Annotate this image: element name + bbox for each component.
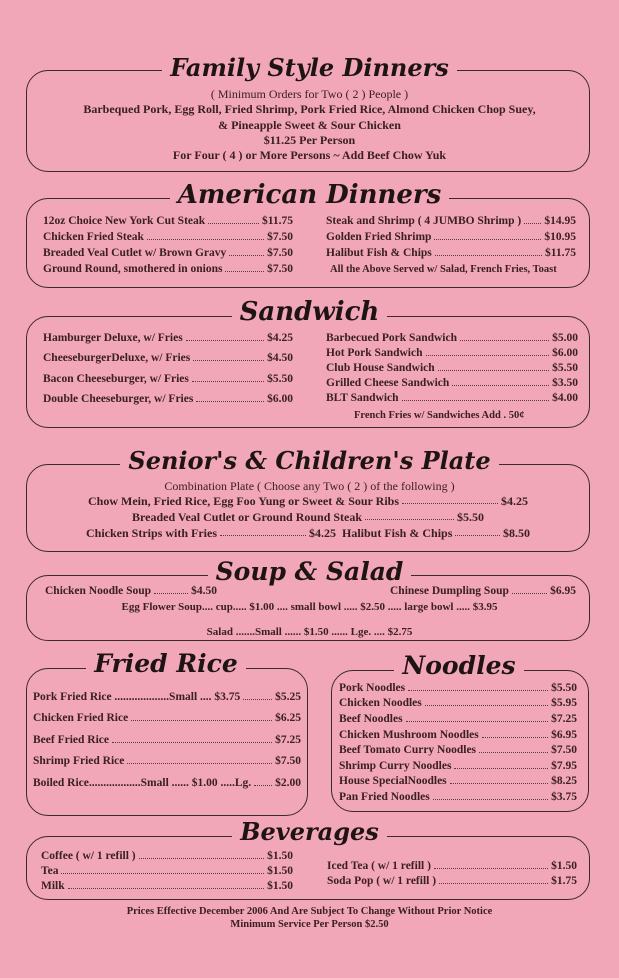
menu-item: Double Cheeseburger, w/ Fries $6.00 bbox=[43, 393, 293, 405]
menu-item: Beef Noodles $7.25 bbox=[339, 713, 577, 725]
family-line-5: For Four ( 4 ) or More Persons ~ Add Beef Chow Yuk bbox=[172, 148, 447, 162]
beverages-title: Beverages bbox=[0, 818, 619, 846]
menu-item: Beef Fried Rice $7.25 bbox=[33, 734, 301, 746]
menu-item: Barbecued Pork Sandwich $5.00 bbox=[326, 332, 578, 344]
menu-item: Grilled Cheese Sandwich $3.50 bbox=[326, 377, 578, 389]
menu-item: Chicken Strips with Fries $4.25 bbox=[86, 526, 336, 540]
menu-item: Chicken Noodle Soup $4.50 bbox=[45, 585, 217, 597]
american-dinners-title: American Dinners bbox=[0, 181, 619, 209]
sandwich-title: Sandwich bbox=[0, 298, 619, 326]
seniors-title: Senior's & Children's Plate bbox=[0, 447, 619, 475]
menu-item: Breaded Veal Cutlet or Ground Round Steak $5.50 bbox=[132, 510, 484, 524]
menu-item: Bacon Cheeseburger, w/ Fries $5.50 bbox=[43, 373, 293, 385]
menu-item: Chow Mein, Fried Rice, Egg Foo Yung or Sweet & Sour Ribs $4.25 bbox=[88, 494, 528, 508]
menu-item: Chinese Dumpling Soup $6.95 bbox=[390, 585, 576, 597]
soup-salad-title: Soup & Salad bbox=[0, 558, 619, 586]
family-line-4: $11.25 Per Person bbox=[263, 133, 356, 147]
noodles-title: Noodles bbox=[331, 652, 587, 680]
menu-item: CheeseburgerDeluxe, w/ Fries $4.50 bbox=[43, 352, 293, 364]
menu-item: Ground Round, smothered in onions $7.50 bbox=[43, 263, 293, 275]
family-line-2: Barbequed Pork, Egg Roll, Fried Shrimp, Pork Fried Rice, Almond Chicken Chop Suey, bbox=[83, 102, 536, 116]
menu-item: Club House Sandwich $5.50 bbox=[326, 362, 578, 374]
menu-item: Chicken Mushroom Noodles $6.95 bbox=[339, 729, 577, 741]
footer-line-1: Prices Effective December 2006 And Are Subject To Change Without Prior Notice bbox=[126, 906, 493, 917]
menu-item: Golden Fried Shrimp $10.95 bbox=[326, 231, 576, 243]
menu-item: Shrimp Fried Rice $7.50 bbox=[33, 755, 301, 767]
menu-item: Pork Fried Rice ...................Small .... $3.75 $5.25 bbox=[33, 691, 301, 703]
menu-item: BLT Sandwich $4.00 bbox=[326, 392, 578, 404]
menu-item: Pork Noodles $5.50 bbox=[339, 682, 577, 694]
menu-item: Chicken Noodles $5.95 bbox=[339, 697, 577, 709]
menu-item: Beef Tomato Curry Noodles $7.50 bbox=[339, 744, 577, 756]
menu-item: Coffee ( w/ 1 refill ) $1.50 bbox=[41, 850, 293, 862]
menu-item: House SpecialNoodles $8.25 bbox=[339, 775, 577, 787]
menu-item: Chicken Fried Steak $7.50 bbox=[43, 231, 293, 243]
menu-item: Shrimp Curry Noodles $7.95 bbox=[339, 760, 577, 772]
menu-item: Halibut Fish & Chips $8.50 bbox=[342, 526, 530, 540]
sandwich-note: French Fries w/ Sandwiches Add . 50¢ bbox=[354, 410, 525, 421]
menu-item: Milk $1.50 bbox=[41, 880, 293, 892]
menu-item: Steak and Shrimp ( 4 JUMBO Shrimp ) $14.95 bbox=[326, 215, 576, 227]
family-line-1: ( Minimum Orders for Two ( 2 ) People ) bbox=[210, 87, 409, 101]
menu-item: Hot Pork Sandwich $6.00 bbox=[326, 347, 578, 359]
fried-rice-title: Fried Rice bbox=[26, 650, 306, 678]
egg-flower-soup: Egg Flower Soup.... cup..... $1.00 .... small bowl ..... $2.50 ..... large bowl ..... $3.95 bbox=[121, 601, 498, 613]
menu-item: Tea $1.50 bbox=[41, 865, 293, 877]
family-dinners-title: Family Style Dinners bbox=[0, 54, 619, 82]
menu-item: Pan Fried Noodles $3.75 bbox=[339, 791, 577, 803]
footer-line-2: Minimum Service Per Person $2.50 bbox=[230, 919, 389, 930]
family-line-3: & Pineapple Sweet & Sour Chicken bbox=[218, 118, 401, 132]
salad-prices: Salad .......Small ...... $1.50 ...... Lge. .... $2.75 bbox=[206, 626, 413, 638]
menu-item: 12oz Choice New York Cut Steak $11.75 bbox=[43, 215, 293, 227]
menu-item: Iced Tea ( w/ 1 refill ) $1.50 bbox=[327, 860, 577, 872]
seniors-combo: Combination Plate ( Choose any Two ( 2 ) of the following ) bbox=[164, 479, 455, 493]
menu-item: Hamburger Deluxe, w/ Fries $4.25 bbox=[43, 332, 293, 344]
menu-item: Boiled Rice..................Small ...... $1.00 .....Lg. $2.00 bbox=[33, 777, 301, 789]
menu-item: Soda Pop ( w/ 1 refill ) $1.75 bbox=[327, 875, 577, 887]
menu-item: Breaded Veal Cutlet w/ Brown Gravy $7.50 bbox=[43, 247, 293, 259]
american-note: All the Above Served w/ Salad, French Fries, Toast bbox=[330, 264, 557, 275]
menu-item: Halibut Fish & Chips $11.75 bbox=[326, 247, 576, 259]
menu-item: Chicken Fried Rice $6.25 bbox=[33, 712, 301, 724]
